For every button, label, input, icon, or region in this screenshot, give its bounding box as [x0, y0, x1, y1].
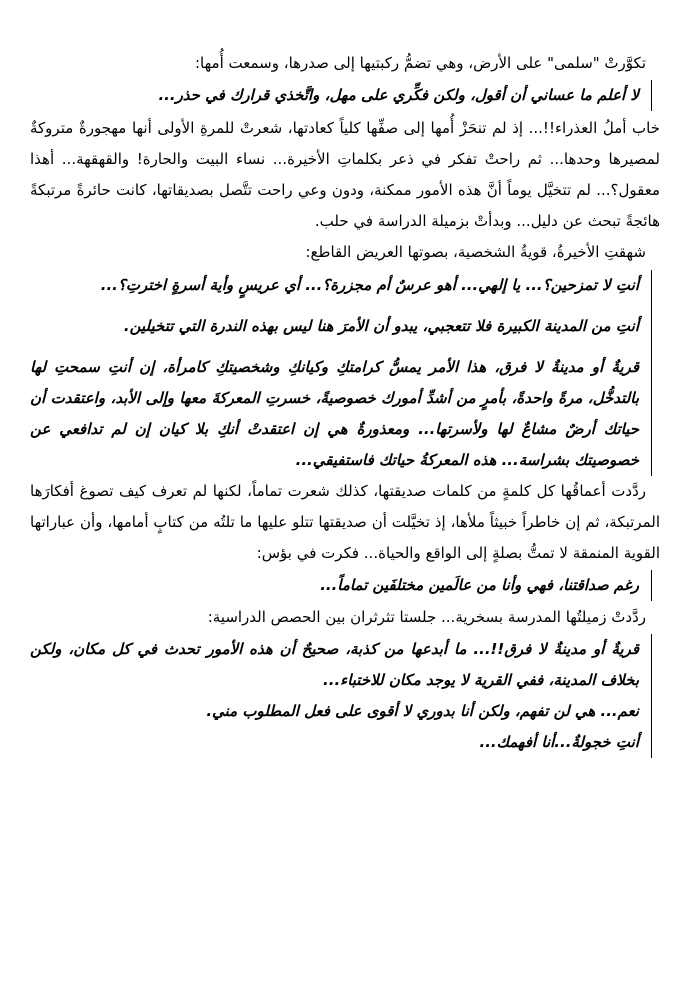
paragraph-intro: تكوَّرتْ "سلمى" على الأرض، وهي تضمُّ ركبتيها إلى صدرها، وسمعت أُمها: [195, 54, 646, 72]
paragraph-echo: ردَّدت أعماقُها كل كلمةٍ من كلمات صديقتها، كذلك شعرت تماماً، لكنها لم تعرف كيف تصوغ أفكارَها المرتبكة، ثم إن خاطراً خبيثاً ملأها، إذ تخيَّلت أن صديقتها تتلو عليها ما تلتُه من كتابٍ أمامها، وأن عباراتها القوية المنمقة لا تمتُّ بصلةٍ إلى الواقع والحياة... فكرت في بؤس: [30, 482, 660, 562]
quote-mother [30, 80, 652, 111]
quote-line: أنتِ لا تمزحين؟... يا إلهي... أهو عرسٌ أم مجزرة؟... أي عريسٍ وأية أسرةٍ اخترتِ؟... [100, 276, 639, 294]
quote-line: لا أعلم ما عساني أن أقول، ولكن فكِّري على مهل، واتَّخذي قرارك في حذر... [158, 86, 639, 104]
paragraph-schoolmate: ردَّدتْ زميلتُها المدرسة بسخرية... جلستا تثرثران بين الحصص الدراسية: [207, 608, 646, 626]
quote-line: قريةٌ أو مدينةٌ لا فرق!!... ما أبدعها من كذبة، صحيحٌ أن هذه الأمور تحدث في كل مكان، ولكن بخلاف المدينة، ففي القرية لا يوجد مكان للاختباء... [30, 640, 639, 689]
paragraph-friend-gasp: شهقتِ الأخيرةُ، قويةُ الشخصية، بصوتها العريض القاطع: [305, 243, 646, 261]
quote-schoolmate [30, 634, 652, 758]
document-page [30, 48, 660, 758]
quote-friend [30, 270, 652, 476]
quote-line: قريةٌ أو مدينةٌ لا فرق، هذا الأمر يمسُّ كرامتكِ وكيانكِ وشخصيتكِ كامرأة، إن أنتِ سمحتِ لها بالتدخُّل، مرةً واحدةً، بأمرٍ من أشدِّ أمورك خصوصيةً، خسرتِ المعركةَ معها وإلى الأبد، واعتقدت أن حياتك أرضٌ مشاعٌ لها ولأسرتها... ومعذورةٌ هي إن اعتقدتْ أنكِ بلا كيان إن لم تدافعي عن خصوصيتك بشراسة... هذه المعركةُ حياتك فاستفيقي... [30, 358, 639, 469]
quote-line: أنتِ من المدينة الكبيرة فلا تتعجبي، يبدو أن الأمرَ هنا ليس بهذه الندرة التي تتخيلين. [123, 317, 639, 335]
quote-line: أنتِ خجولةٌ...أنا أفهمك... [479, 733, 639, 751]
quote-thought [30, 570, 652, 601]
quote-line: نعم... هي لن تفهم، ولكن أنا بدوري لا أقوى على فعل المطلوب مني. [206, 702, 639, 720]
quote-line: رغم صداقتنا، فهي وأنا من عالَمين مختلفَين تماماً... [320, 576, 639, 594]
paragraph-disappointment: خاب أملُ العذراء!!... إذ لم تنحَزْ أُمها إلى صفِّها كلياً كعادتها، شعرتْ للمرةِ الأولى أنها مهجورةٌ متروكةٌ لمصيرها وحدها... ثم راحتْ تفكر في ذعر بكلماتِ الأخيرة... نساء البيت والحارة! والقهقهة... أهذا معقول؟... لم تتخيَّل يوماً أنَّ هذه الأمور ممكنة، ودون وعي راحت تتَّصل بصديقاتها، كانت حائرةً مرتبكةً هائجةً تبحث عن دليل... وبدأتْ بزميلة الدراسة في حلب. [30, 119, 660, 230]
